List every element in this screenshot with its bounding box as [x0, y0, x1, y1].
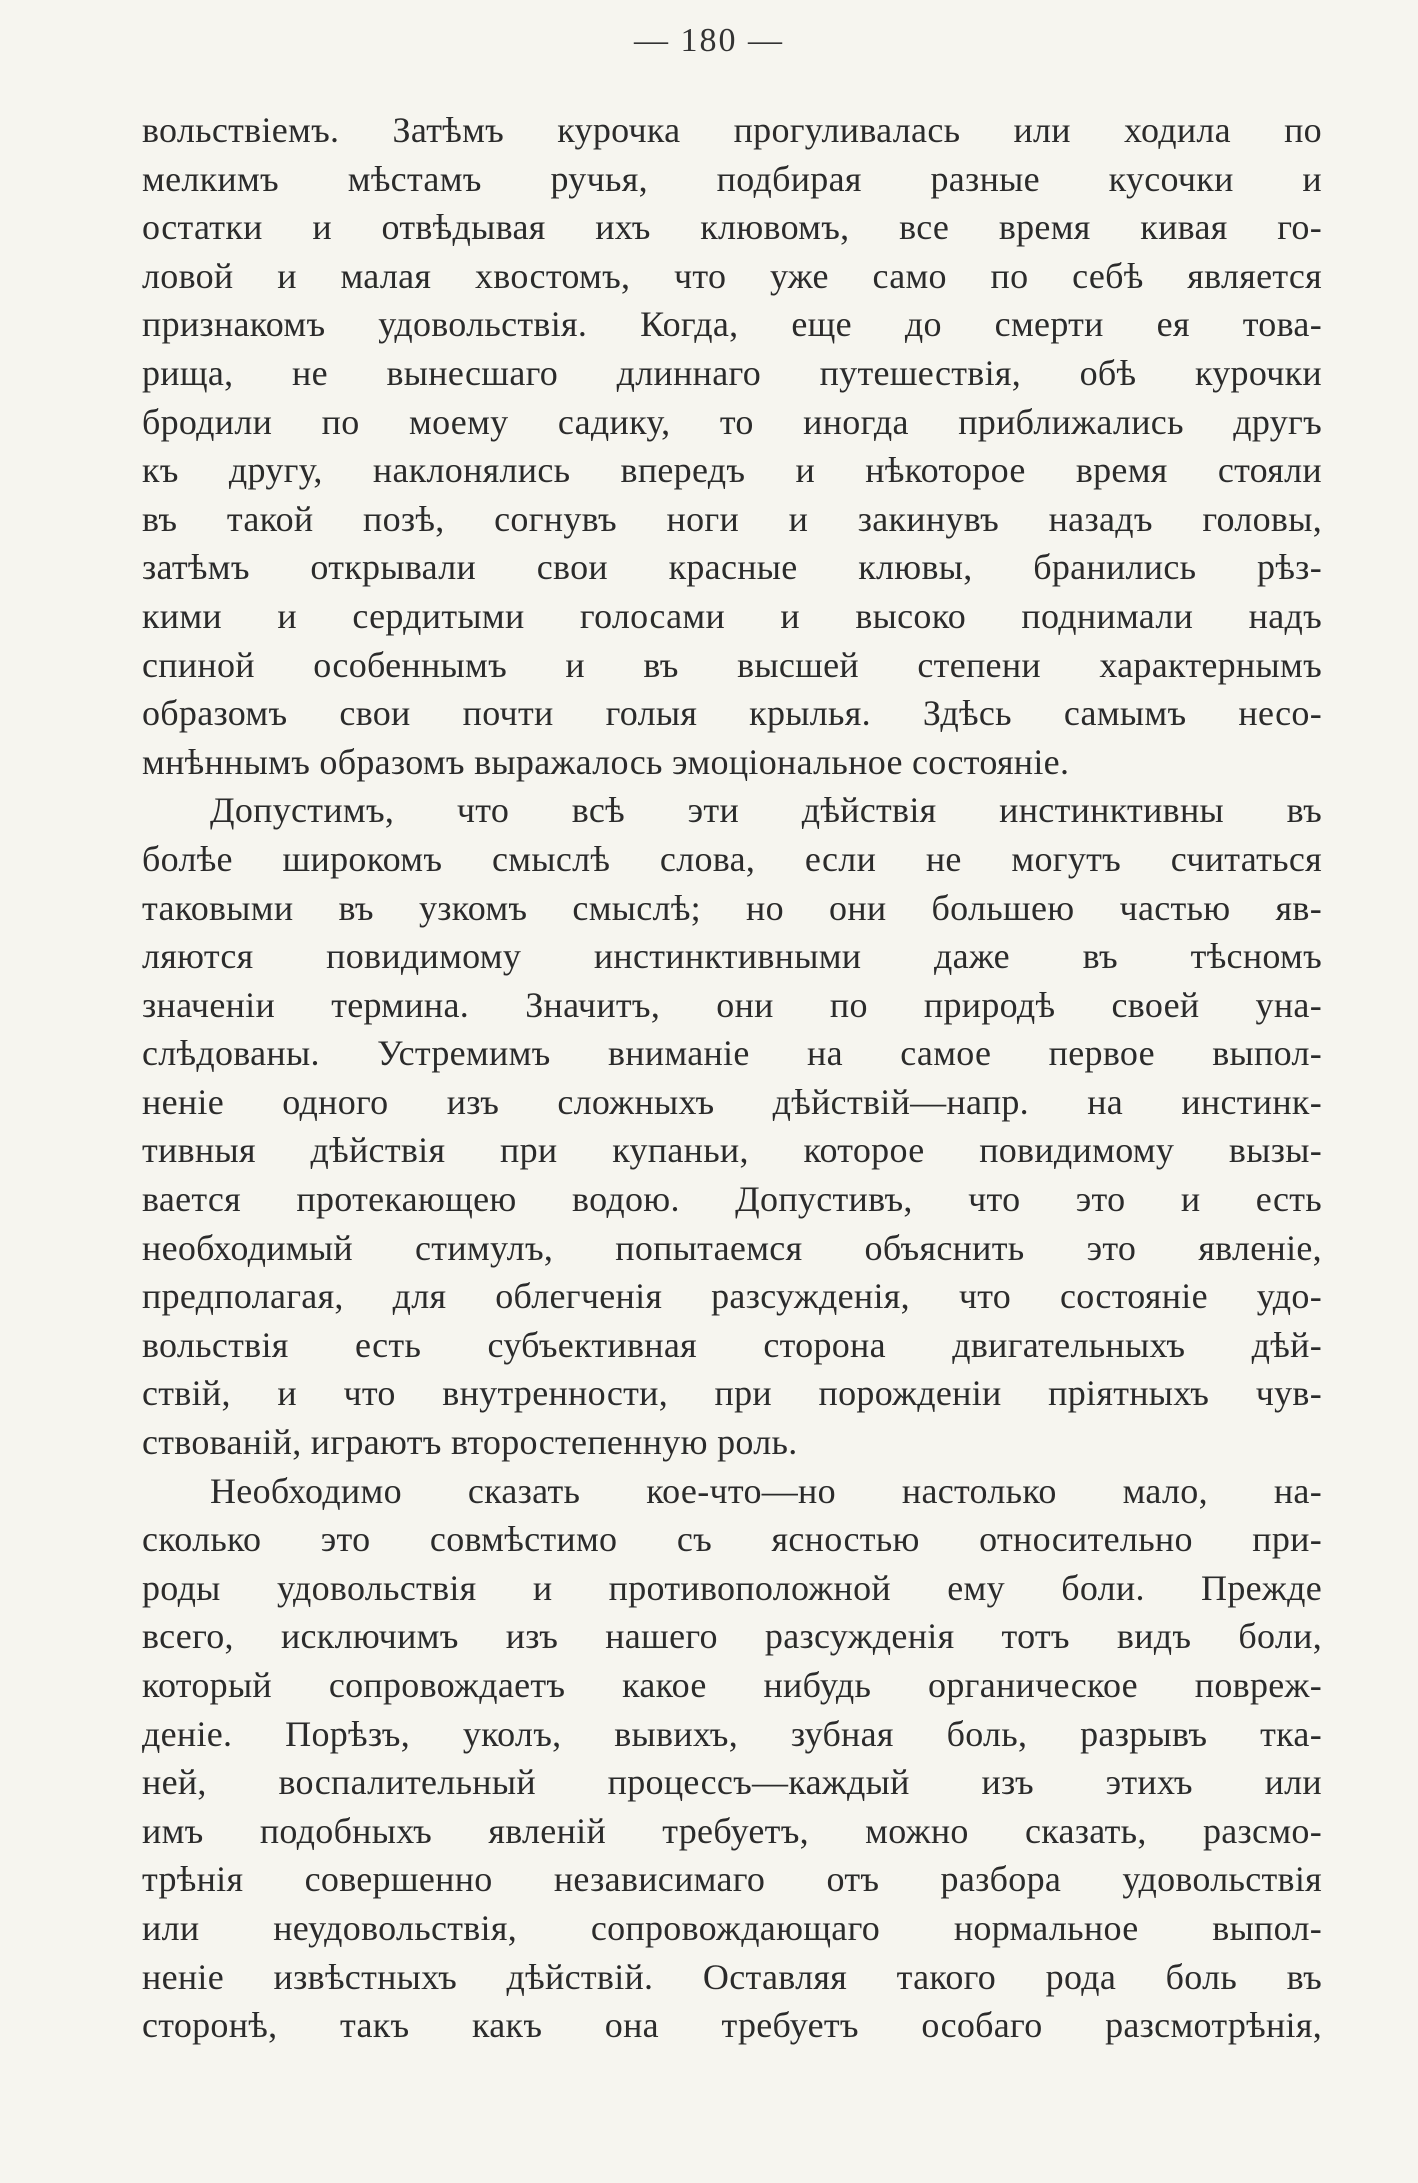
text-line: образомъ свои почти голыя крылья. Здѣсь самымъ несо- [142, 693, 1322, 734]
text-line: рища, не вынесшаго длиннаго путешествія, обѣ курочки [142, 352, 1322, 393]
text-line: трѣнія совершенно независимаго отъ разбора удовольствія [142, 1859, 1322, 1900]
text-line: вольствія есть субъективная сторона двигательныхъ дѣй- [142, 1324, 1322, 1365]
text-line: Необходимо сказать кое-что—но настолько мало, на- [210, 1470, 1322, 1511]
text-line: слѣдованы. Устремимъ вниманіе на самое первое выпол- [142, 1033, 1322, 1074]
text-line: предполагая, для облегченія разсужденія, что состояніе удо- [142, 1276, 1322, 1317]
text-line: таковыми въ узкомъ смыслѣ; но они большею частью яв- [142, 887, 1322, 928]
text-line: болѣе широкомъ смыслѣ слова, если не могутъ считаться [142, 838, 1322, 879]
text-line: ловой и малая хвостомъ, что уже само по себѣ является [142, 255, 1322, 296]
text-line: необходимый стимулъ, попытаемся объяснить это явленіе, [142, 1227, 1322, 1268]
text-line: имъ подобныхъ явленій требуетъ, можно сказать, разсмо- [142, 1810, 1322, 1851]
text-line: всего, исключимъ изъ нашего разсужденія тотъ видъ боли, [142, 1616, 1322, 1657]
text-line: ней, воспалительный процессъ—каждый изъ этихъ или [142, 1762, 1322, 1803]
text-line: кими и сердитыми голосами и высоко поднимали надъ [142, 595, 1322, 636]
text-line: сколько это совмѣстимо съ ясностью относительно при- [142, 1519, 1322, 1560]
text-line: сторонѣ, такъ какъ она требуетъ особаго разсмотрѣнія, [142, 2005, 1322, 2046]
text-line: въ такой позѣ, согнувъ ноги и закинувъ назадъ головы, [142, 498, 1322, 539]
text-line: затѣмъ открывали свои красные клювы, бранились рѣз- [142, 547, 1322, 588]
text-line: ляются повидимому инстинктивными даже въ тѣсномъ [142, 936, 1322, 977]
text-line: вается протекающею водою. Допустивъ, что это и есть [142, 1179, 1322, 1220]
text-line: тивныя дѣйствія при купаньи, которое повидимому вызы- [142, 1130, 1322, 1171]
text-line: роды удовольствія и противоположной ему боли. Прежде [142, 1567, 1322, 1608]
text-line: признакомъ удовольствія. Когда, еще до смерти ея това- [142, 304, 1322, 345]
text-line: Допустимъ, что всѣ эти дѣйствія инстинктивны въ [210, 790, 1322, 831]
text-line: мелкимъ мѣстамъ ручья, подбирая разные кусочки и [142, 158, 1322, 199]
text-line: который сопровождаетъ какое нибудь органическое повреж- [142, 1665, 1322, 1705]
text-line: значеніи термина. Значитъ, они по природѣ своей уна- [142, 984, 1322, 1025]
text-line: деніе. Порѣзъ, уколъ, вывихъ, зубная боль, разрывъ тка- [142, 1713, 1322, 1754]
page-body-text [142, 106, 1322, 2050]
text-line: бродили по моему садику, то иногда приближались другъ [142, 401, 1322, 442]
text-line: мнѣннымъ образомъ выражалось эмоціональное состояніе. [142, 741, 1070, 782]
text-line: неніе извѣстныхъ дѣйствій. Оставляя такого рода боль въ [142, 1956, 1322, 1997]
text-line: ствій, и что внутренности, при порожденіи пріятныхъ чув- [142, 1373, 1322, 1414]
text-line: вольствіемъ. Затѣмъ курочка прогуливалась или ходила по [142, 110, 1322, 150]
text-line: ствованій, играютъ второстепенную роль. [142, 1422, 798, 1463]
text-line: неніе одного изъ сложныхъ дѣйствій—напр. на инстинк- [142, 1081, 1322, 1122]
page-number: — 180 — [634, 22, 784, 59]
text-line: спиной особеннымъ и въ высшей степени характернымъ [142, 644, 1322, 685]
text-line: или неудовольствія, сопровождающаго нормальное выпол- [142, 1907, 1322, 1948]
text-line: къ другу, наклонялись впередъ и нѣкоторое время стояли [142, 450, 1322, 491]
text-line: остатки и отвѣдывая ихъ клювомъ, все время кивая го- [142, 207, 1322, 248]
